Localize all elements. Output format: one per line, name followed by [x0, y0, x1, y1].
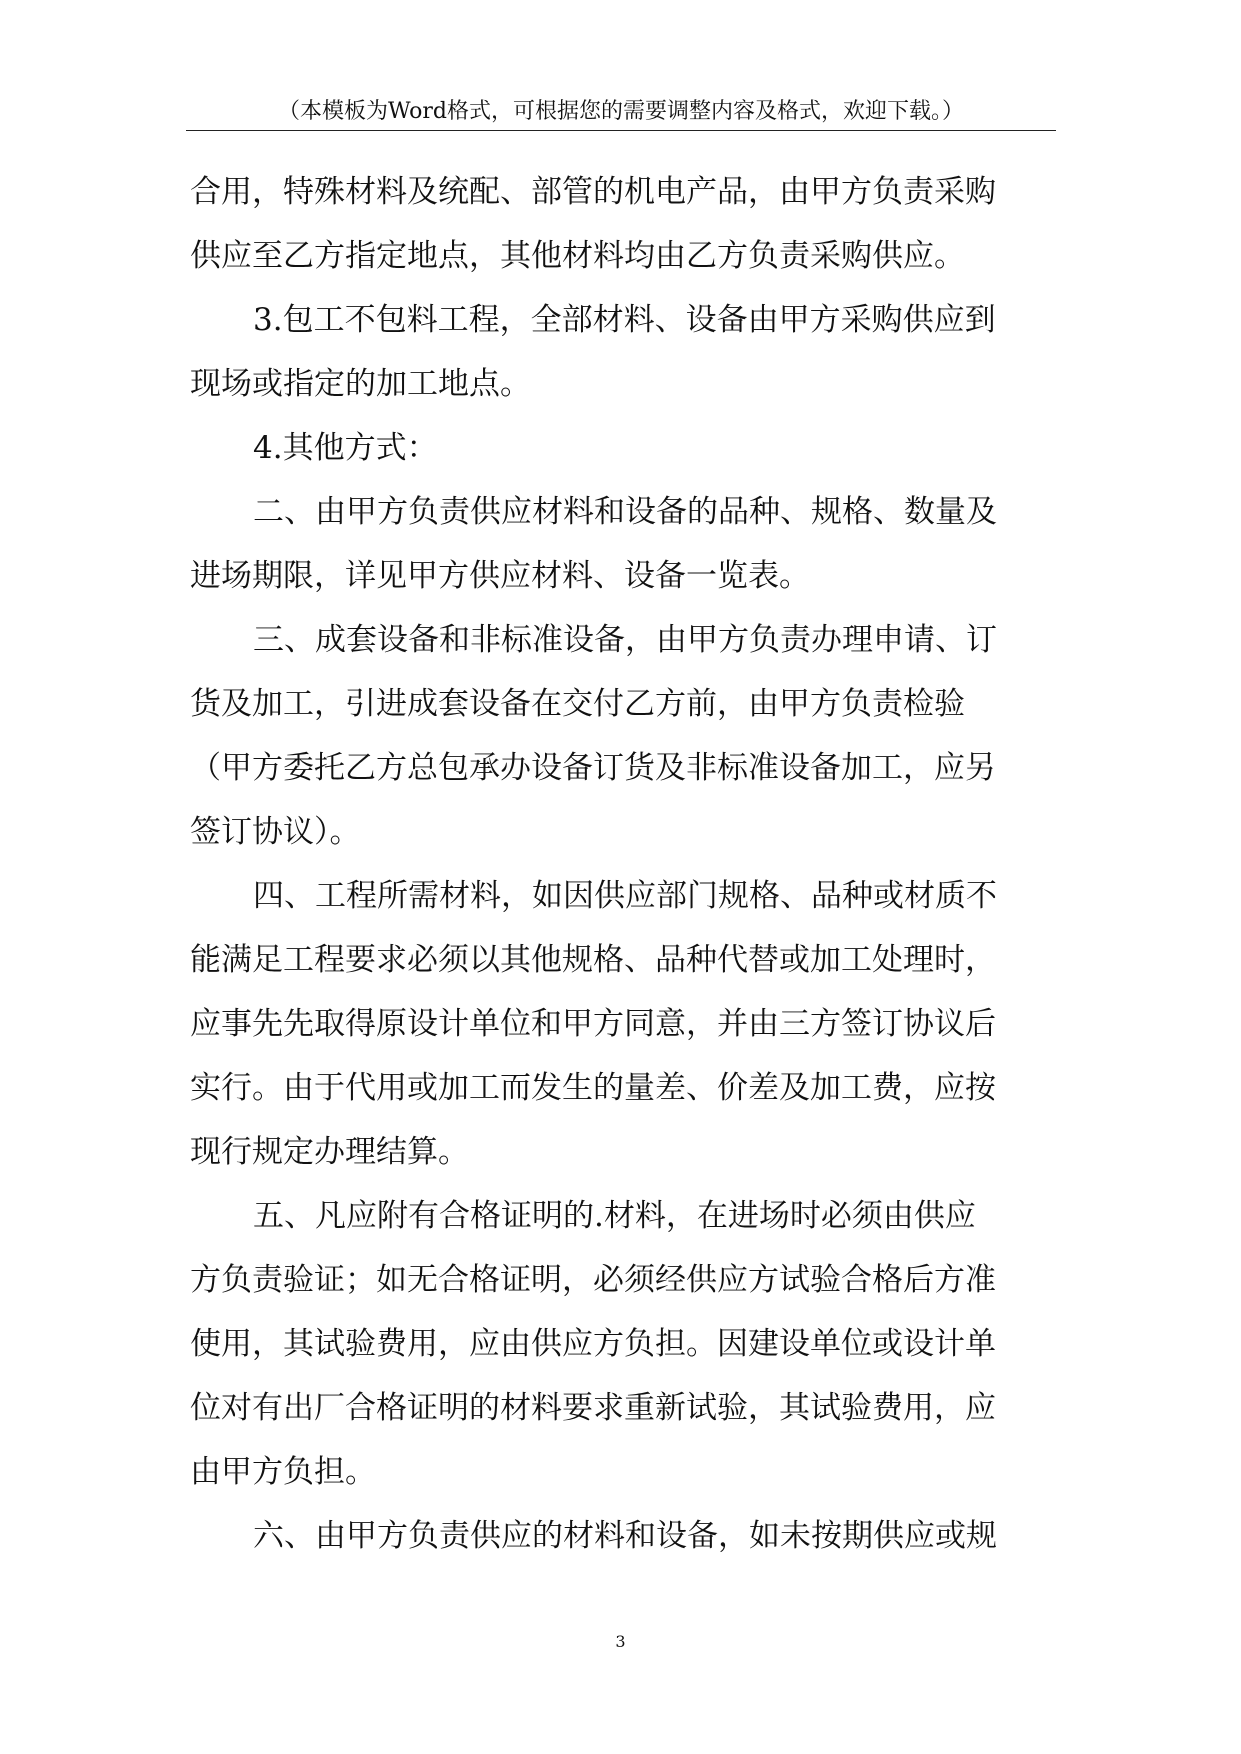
- text-line: 使用，其试验费用，应由供应方负担。因建设单位或设计单: [190, 1326, 996, 1362]
- text-line: 货及加工，引进成套设备在交付乙方前，由甲方负责检验: [190, 686, 965, 722]
- text-line: 三、成套设备和非标准设备，由甲方负责办理申请、订: [253, 622, 997, 658]
- text-line: 四、工程所需材料，如因供应部门规格、品种或材质不: [253, 878, 997, 914]
- text-line: 4.其他方式：: [253, 430, 438, 466]
- text-line: 签订协议）。: [190, 814, 361, 850]
- text-line: 位对有出厂合格证明的材料要求重新试验，其试验费用，应: [190, 1390, 996, 1426]
- header-divider: [186, 130, 1056, 131]
- text-line: 进场期限，详见甲方供应材料、设备一览表。: [190, 558, 810, 594]
- text-line: 3.包工不包料工程，全部材料、设备由甲方采购供应到: [253, 302, 996, 338]
- text-line: 六、由甲方负责供应的材料和设备，如未按期供应或规: [253, 1518, 997, 1554]
- text-line: 五、凡应附有合格证明的.材料，在进场时必须由供应: [253, 1198, 976, 1234]
- text-line: 实行。由于代用或加工而发生的量差、价差及加工费，应按: [190, 1070, 996, 1106]
- text-line: （甲方委托乙方总包承办设备订货及非标准设备加工，应另: [190, 750, 996, 786]
- text-line: 二、由甲方负责供应材料和设备的品种、规格、数量及: [253, 494, 997, 530]
- text-line: 能满足工程要求必须以其他规格、品种代替或加工处理时，: [190, 942, 996, 978]
- body-text: [190, 160, 1050, 1568]
- text-line: 由甲方负担。: [190, 1454, 376, 1490]
- text-line: 现行规定办理结算。: [190, 1134, 469, 1170]
- text-line: 供应至乙方指定地点，其他材料均由乙方负责采购供应。: [190, 238, 965, 274]
- text-line: 合用，特殊材料及统配、部管的机电产品，由甲方负责采购: [190, 174, 996, 210]
- text-line: 现场或指定的加工地点。: [190, 366, 531, 402]
- text-line: 方负责验证；如无合格证明，必须经供应方试验合格后方准: [190, 1262, 996, 1298]
- text-line: 应事先先取得原设计单位和甲方同意，并由三方签订协议后: [190, 1006, 996, 1042]
- page-number: 3: [615, 1632, 626, 1651]
- header-note: （本模板为Word格式，可根据您的需要调整内容及格式，欢迎下载。）: [278, 99, 964, 124]
